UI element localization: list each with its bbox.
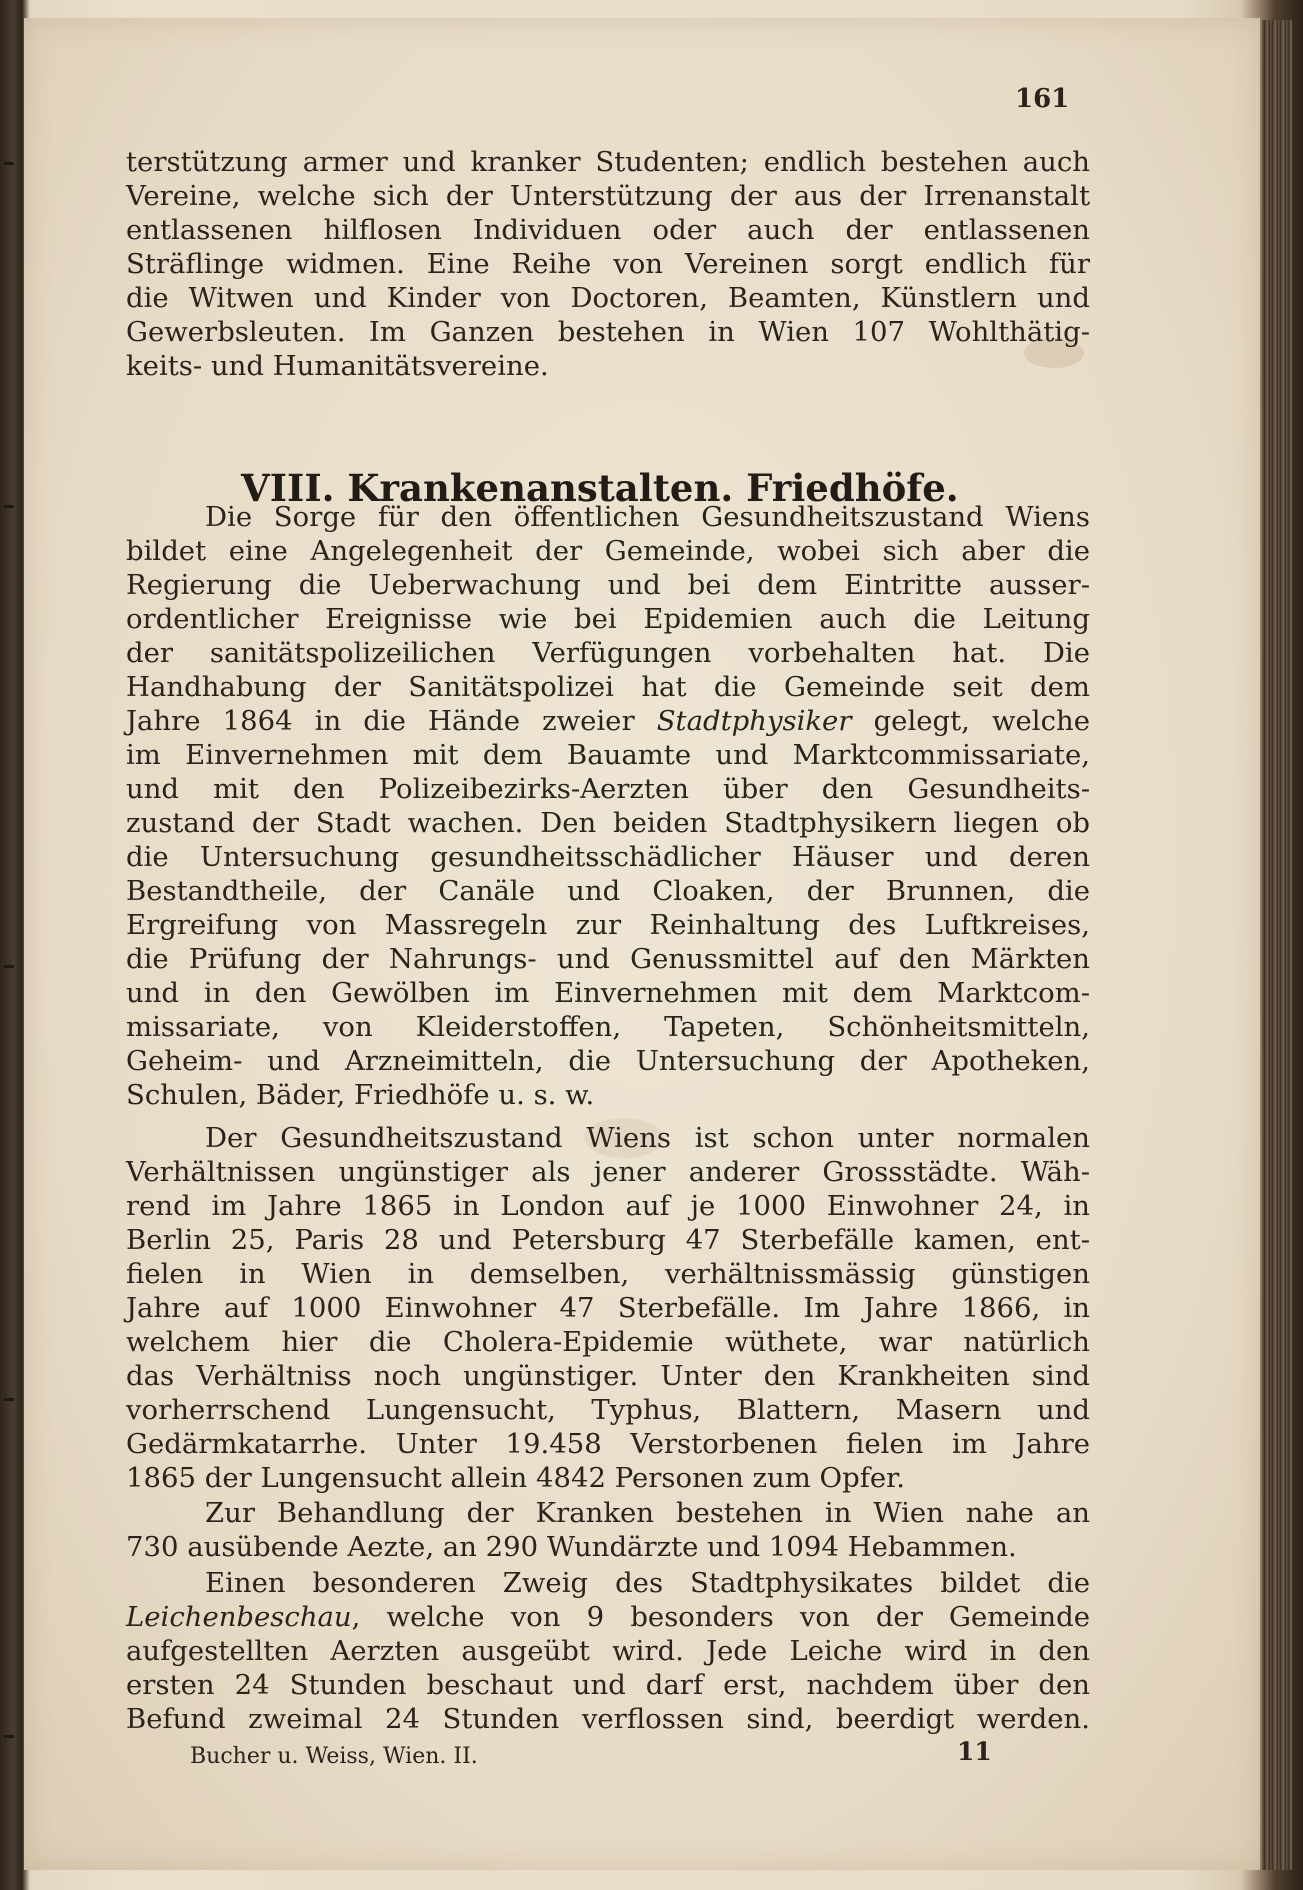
margin-mark [4,965,14,968]
text-line: Verhältnissen ungünstiger als jener anderer Grossstädte. Wäh- [126,1156,1090,1188]
text-line: bildet eine Angelegenheit der Gemeinde, wobei sich aber die [126,535,1090,567]
page-edges [1262,20,1292,1870]
text-span: gelegt, welche [851,705,1090,737]
text-line: Geheim- und Arzneimitteln, die Untersuchung der Apotheken, [126,1045,1090,1077]
text-line: Schulen, Bäder, Friedhöfe u. s. w. [126,1079,595,1111]
text-line: Der Gesundheitszustand Wiens ist schon unter normalen [205,1122,1090,1154]
text-line: Zur Behandlung der Kranken bestehen in Wien nahe an [205,1497,1090,1529]
printer-signature: Bucher u. Weiss, Wien. II. [190,1744,478,1769]
text-span: Jahre 1864 in die Hände zweier [126,705,657,737]
text-line: missariate, von Kleiderstoffen, Tapeten, Schönheitsmitteln, [126,1011,1090,1043]
text-line: zustand der Stadt wachen. Den beiden Stadtphysikern liegen ob [126,807,1090,839]
text-line: die Untersuchung gesundheitsschädlicher Häuser und deren [126,841,1090,873]
text-line: 1865 der Lungensucht allein 4842 Personen zum Opfer. [126,1462,906,1494]
text-line: Berlin 25, Paris 28 und Petersburg 47 Sterbefälle kamen, ent- [126,1224,1090,1256]
text-line [126,704,1090,738]
text-line: fielen in Wien in demselben, verhältnissmässig günstigen [126,1258,1090,1290]
margin-mark [4,1398,14,1401]
text-line [126,1600,1090,1634]
text-line: Vereine, welche sich der Unterstützung der aus der Irrenanstalt [126,180,1090,212]
text-line: ersten 24 Stunden beschaut und darf erst, nachdem über den [126,1669,1090,1701]
text-line: die Prüfung der Nahrungs- und Genussmittel auf den Märkten [126,943,1090,975]
text-line: vorherrschend Lungensucht, Typhus, Blattern, Masern und [126,1394,1090,1426]
signature-mark: 11 [957,1737,992,1766]
text-line: und in den Gewölben im Einvernehmen mit dem Marktcom- [126,977,1090,1009]
text-line: terstützung armer und kranker Studenten; endlich bestehen auch [126,146,1090,178]
italic-term-leichenbeschau: Leichenbeschau [126,1601,352,1633]
text-line: Die Sorge für den öffentlichen Gesundheitszustand Wiens [205,501,1090,533]
italic-term-stadtphysiker: Stadtphysiker [656,705,852,737]
text-line: Befund zweimal 24 Stunden verflossen sind, beerdigt werden. [126,1703,1090,1735]
margin-mark [4,1735,14,1738]
text-line: der sanitätspolizeilichen Verfügungen vorbehalten hat. Die [126,637,1090,669]
text-line: entlassenen hilflosen Individuen oder auch der entlassenen [126,214,1090,246]
text-line: das Verhältniss noch ungünstiger. Unter den Krankheiten sind [126,1360,1090,1392]
text-line: im Einvernehmen mit dem Bauamte und Marktcommissariate, [126,739,1090,771]
text-line: Sträflinge widmen. Eine Reihe von Vereinen sorgt endlich für [126,248,1090,280]
text-span: , welche von 9 besonders von der Gemeinde [351,1601,1090,1633]
text-line: ordentlicher Ereignisse wie bei Epidemien auch die Leitung [126,603,1090,635]
text-line: welchem hier die Cholera-Epidemie wüthete, war natürlich [126,1326,1090,1358]
text-line: Jahre auf 1000 Einwohner 47 Sterbefälle. Im Jahre 1866, in [126,1292,1090,1324]
text-line: keits- und Humanitätsvereine. [126,350,549,382]
text-line: aufgestellten Aerzten ausgeübt wird. Jede Leiche wird in den [126,1635,1090,1667]
text-line: rend im Jahre 1865 in London auf je 1000 Einwohner 24, in [126,1190,1090,1222]
text-line: Gewerbsleuten. Im Ganzen bestehen in Wien 107 Wohlthätig- [126,316,1090,348]
text-line: die Witwen und Kinder von Doctoren, Beamten, Künstlern und [126,282,1090,314]
chapter-heading: VIII. Krankenanstalten. Friedhöfe. [241,465,959,510]
text-line: Regierung die Ueberwachung und bei dem Eintritte ausser- [126,569,1090,601]
margin-mark [4,505,14,508]
text-line: Bestandtheile, der Canäle und Cloaken, der Brunnen, die [126,875,1090,907]
text-line: Einen besonderen Zweig des Stadtphysikates bildet die [205,1567,1090,1599]
text-line: Ergreifung von Massregeln zur Reinhaltung des Luftkreises, [126,909,1090,941]
text-line: 730 ausübende Aezte, an 290 Wundärzte und 1094 Hebammen. [126,1531,1017,1563]
margin-mark [4,162,14,165]
text-line: Handhabung der Sanitätspolizei hat die Gemeinde seit dem [126,671,1090,703]
text-line: Gedärmkatarrhe. Unter 19.458 Verstorbenen fielen im Jahre [126,1428,1090,1460]
page-number: 161 [1015,84,1070,114]
text-line: und mit den Polizeibezirks-Aerzten über den Gesundheits- [126,773,1090,805]
